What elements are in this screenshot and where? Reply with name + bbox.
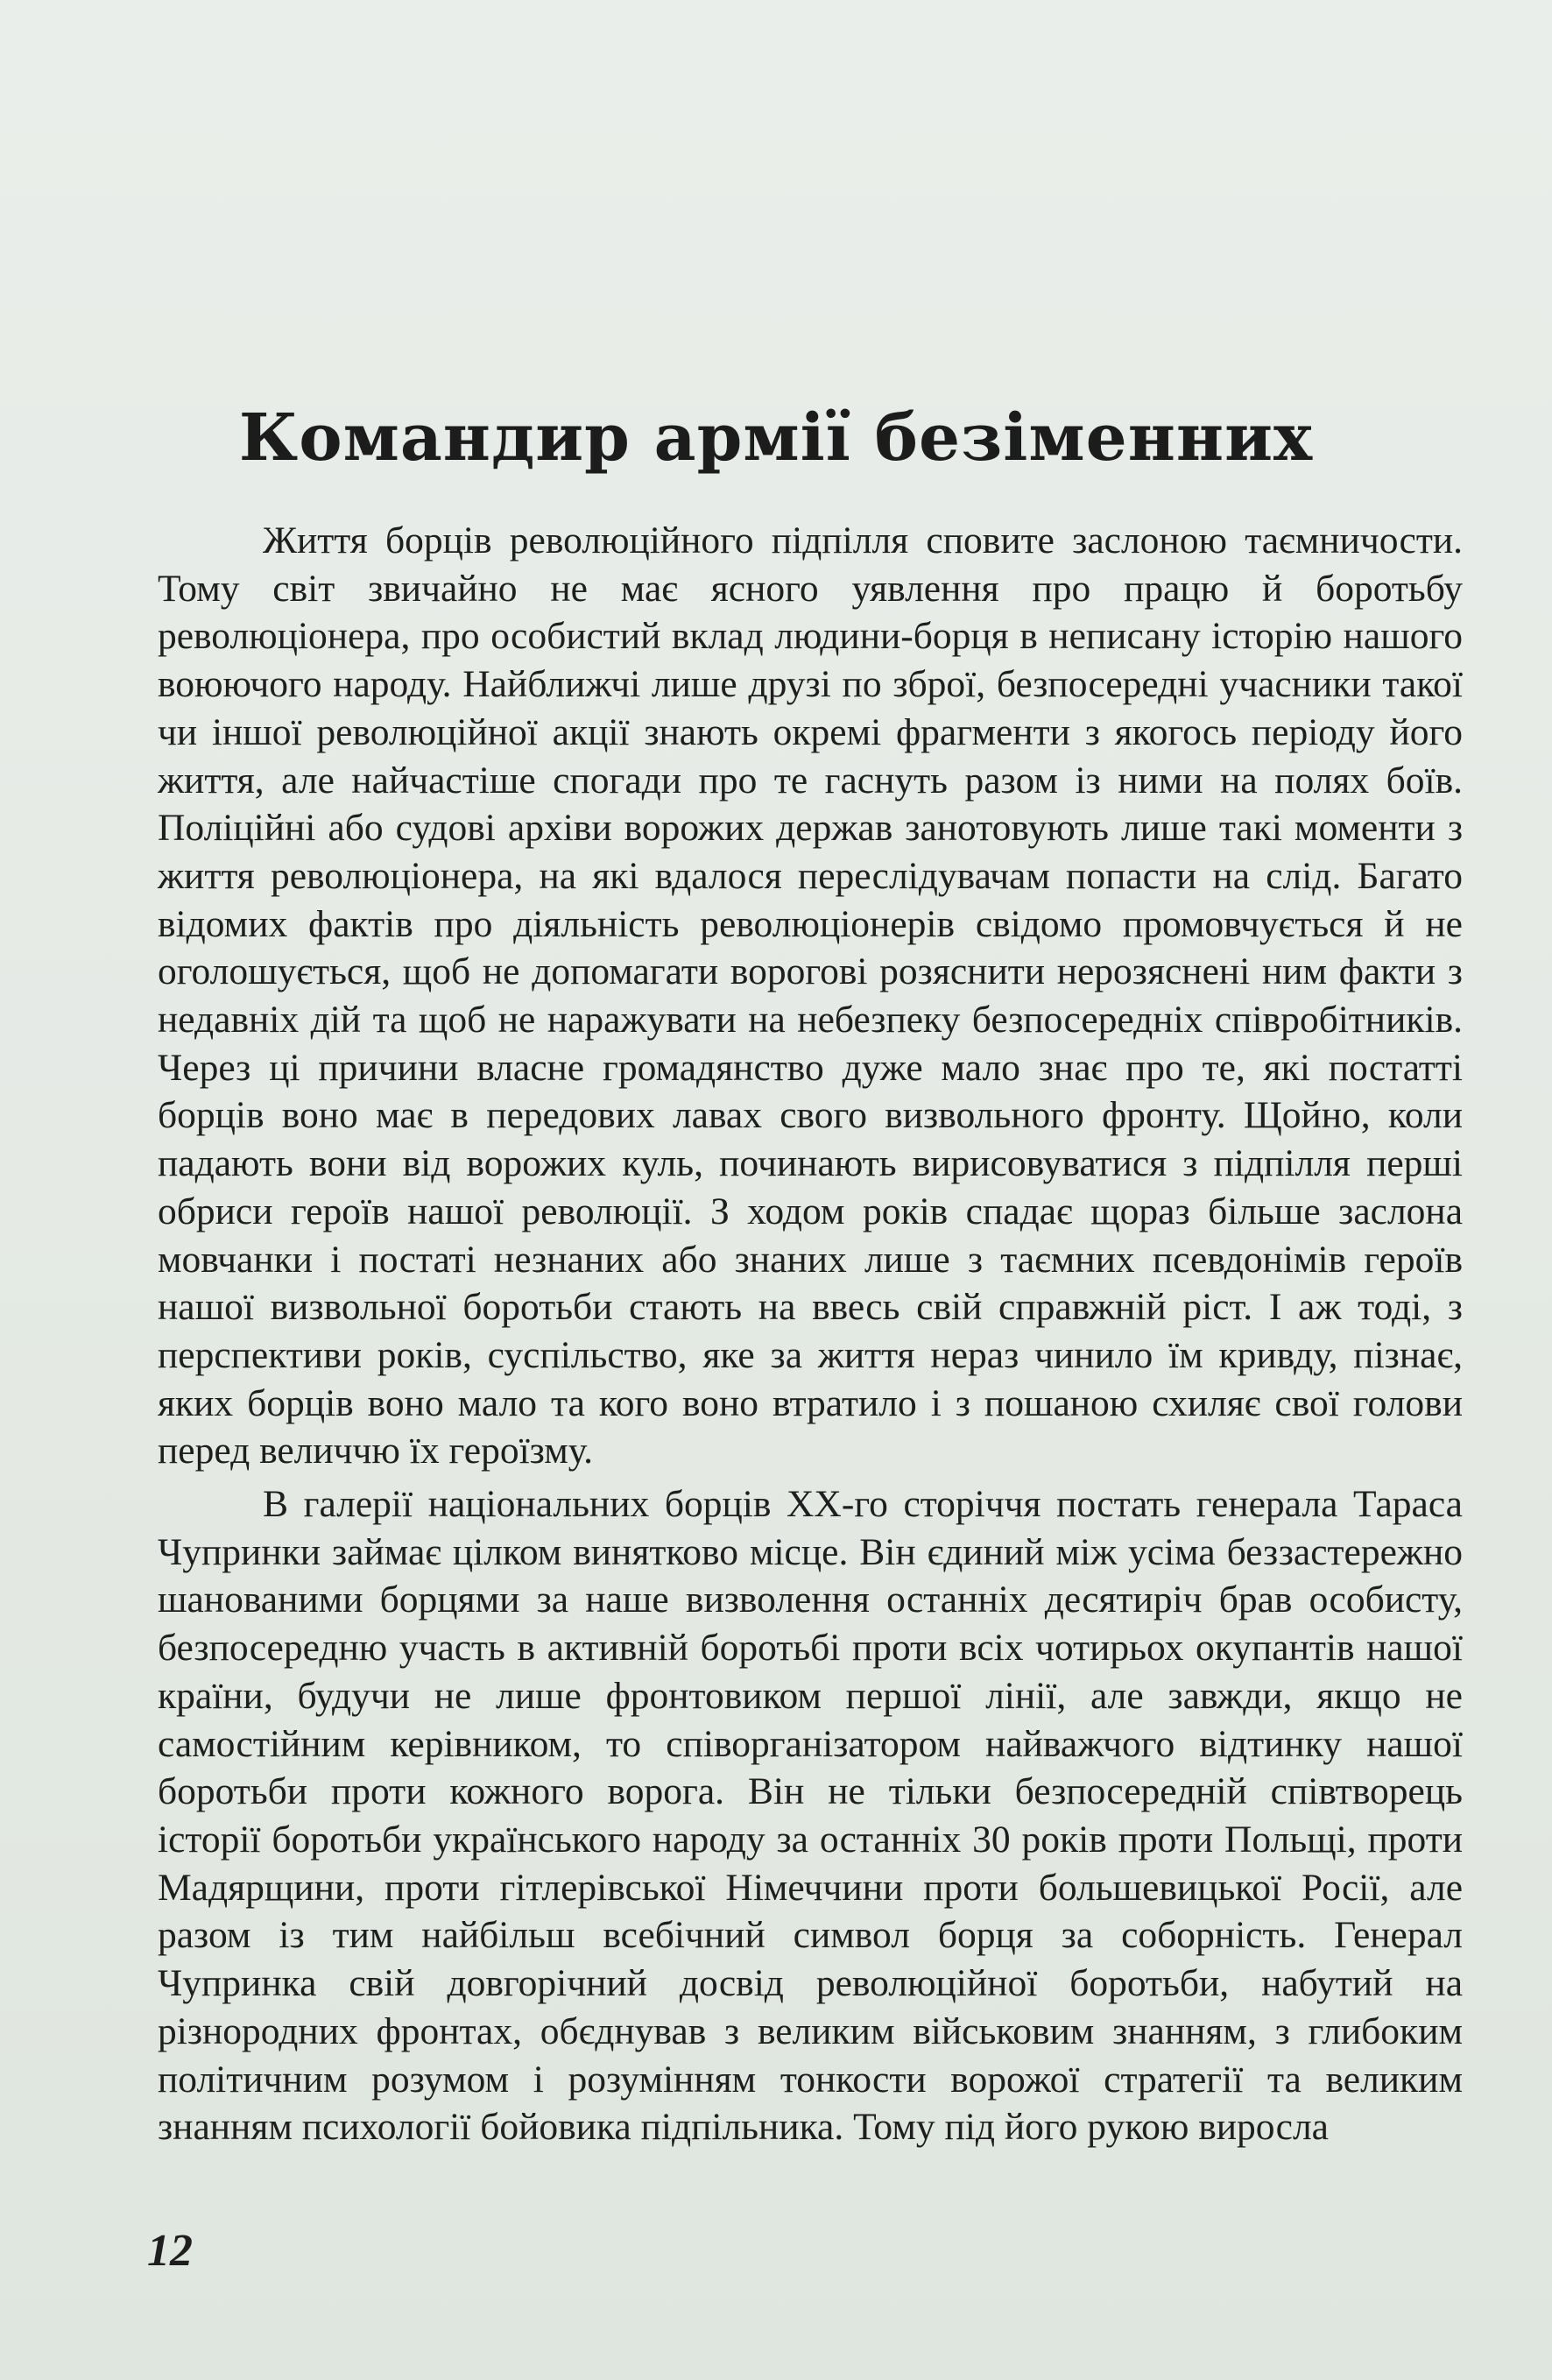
page-title: Командир армії безіменних bbox=[238, 400, 1314, 476]
page-number: 12 bbox=[147, 2226, 193, 2276]
article-body bbox=[158, 517, 1463, 2157]
paragraph-1: Життя борців революційного підпілля сповите заслоною таємничости. Тому світ звичайно не має ясного уявлення про працю й боротьбу революціонера, про особистий вклад людини-борця в неписану історію нашого воюючого народу. Найближчі лише друзі по зброї, безпосередні учасники такої чи іншої революційної акції знають окремі фрагменти з якогось періоду його життя, але найчастіше спогади про те гаснуть разом із ними на полях боїв. Поліційні або судові архіви ворожих держав занотовують лише такі моменти з життя революціонера, на які вдалося переслідувачам попасти на слід. Багато відомих фактів про діяльність революціонерів свідомо промовчується й не оголошується, щоб не допомагати ворогові розяснити нерозяснені ним факти з недавніх дій та щоб не наражувати на небезпеку безпосередніх співробітників. Через ці причини власне громадянство дуже мало знає про те, які постатті борців воно має в передових лавах свого визвольного фронту. Щойно, коли падають вони від ворожих куль, починають вирисовуватися з підпілля перші обриси героїв нашої революції. З ходом років спадає щораз більше заслона мовчанки і постаті незнаних або знаних лише з таємних псевдонімів героїв нашої визвольної боротьби стають на ввесь свій справжній ріст. І аж тоді, з перспективи років, суспільство, яке за життя нераз чинило їм кривду, пізнає, яких борців воно мало та кого воно втратило і з пошаною схиляє свої голови перед величчю їх героїзму. bbox=[158, 519, 1463, 1472]
paragraph-2: В галерії національних борців XX-го сторіччя постать генерала Тараса Чупринки займає цілком винятково місце. Він єдиний між усіма беззастережно шанованими борцями за наше визволення останніх десятиріч брав особисту, безпосередню участь в активній боротьбі проти всіх чотирьох окупантів нашої країни, будучи не лише фронтовиком першої лінії, але завжди, якщо не самостійним керівником, то співорганізатором найважчого відтинку нашої боротьби проти кожного ворога. Він не тільки безпосередній співтворець історії боротьби українського народу за останніх 30 років проти Польщі, проти Мадярщини, проти гітлерівської Німеччини проти большевицької Росії, але разом із тим найбільш всебічний символ борця за соборність. Генерал Чупринка свій довгорічний досвід революційної боротьби, набутий на різнородних фронтах, обєднував з великим військовим знанням, з глибоким політичним розумом і розумінням тонкости ворожої стратегії та великим знанням психології бойовика підпільника. Тому під його рукою виросла bbox=[158, 1483, 1463, 2149]
